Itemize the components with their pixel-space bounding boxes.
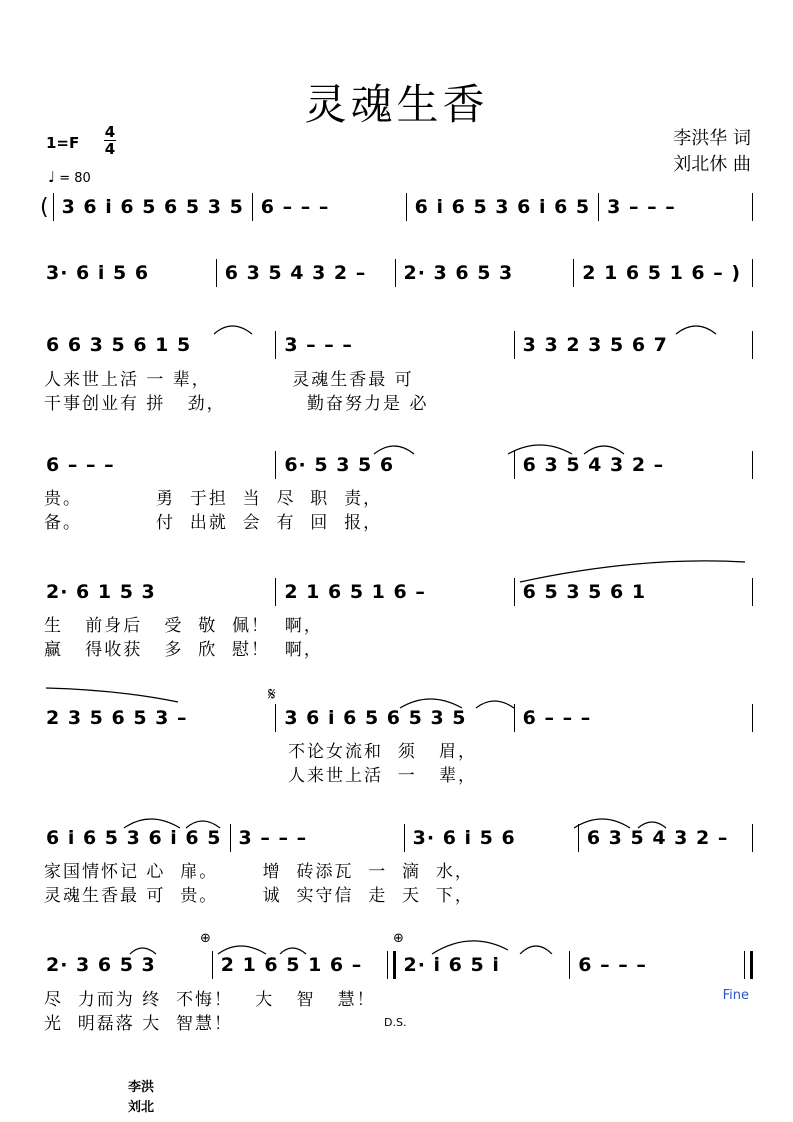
staff-row-3: [40, 330, 755, 360]
measure: 6 i 6 5 3 6 i 6 5: [414, 196, 591, 218]
barline: [752, 259, 753, 287]
intro-paren: (: [40, 194, 49, 220]
measure: 6 6 3 5 6 1 5: [46, 334, 192, 356]
barline: [252, 193, 253, 221]
measure: 6 3 5 4 3 2 –: [522, 454, 665, 476]
measure: 2· 6 1 5 3: [46, 581, 156, 603]
barline: [514, 578, 515, 606]
time-top: 4: [104, 123, 116, 141]
barline: [752, 193, 753, 221]
fine-mark: Fine: [722, 988, 749, 1003]
barline: [752, 824, 753, 852]
measure: 2 1 6 5 1 6 –: [284, 581, 426, 603]
key-signature: 1=F: [46, 134, 80, 152]
staff-row-7: [40, 823, 755, 853]
lyric-line: 赢 得收获 多 欣 慰！ 啊，: [44, 640, 323, 660]
lyric-line: 灵魂生香最 可 贵。 诚 实守信 走 天 下，: [44, 886, 474, 906]
lyric-line: 干事创业有 拼 劲， 勤奋努力是 必: [44, 394, 429, 414]
barline: [275, 704, 276, 732]
barline: [275, 451, 276, 479]
measure: 2· i 6 5 i: [403, 954, 500, 976]
barline: [598, 193, 599, 221]
lyric-line: 人来世上活 一 辈，: [288, 766, 478, 786]
barline: [406, 193, 407, 221]
measure: 3 – – –: [607, 196, 676, 218]
staff-row-1: [40, 192, 755, 222]
lyric-line: 人来世上活 一 辈， 灵魂生香最 可: [44, 370, 414, 390]
quarter-note-icon: ♩: [48, 168, 56, 186]
barline: [514, 704, 515, 732]
measure: 6 – – –: [260, 196, 330, 218]
measure: 3 – – –: [284, 334, 353, 356]
composer-credit: 刘北休 曲: [673, 154, 751, 175]
lyric-line: 贵。 勇 于担 当 尽 职 责，: [44, 489, 383, 509]
footer-text: 李洪: [128, 1080, 155, 1095]
segno-icon: 𝄋: [268, 684, 276, 705]
barline: [573, 259, 574, 287]
ds-mark: D.S.: [384, 1016, 407, 1029]
barline: [578, 824, 579, 852]
barline: [569, 951, 570, 979]
footer-text: 刘北: [128, 1100, 155, 1115]
time-bottom: 4: [104, 140, 116, 158]
barline: [752, 578, 753, 606]
measure: 6 3 5 4 3 2 –: [224, 262, 367, 284]
barline: [514, 451, 515, 479]
tempo-value: = 80: [59, 171, 91, 186]
measure: 2· 3 6 5 3: [403, 262, 514, 284]
barline: [752, 331, 753, 359]
barline: [275, 331, 276, 359]
staff-row-2: [40, 258, 755, 288]
barline: [216, 259, 217, 287]
final-barline: [744, 951, 753, 979]
measure: 3 – – –: [238, 827, 308, 849]
measure: 2 3 5 6 5 3 –: [46, 707, 188, 729]
measure: 2· 3 6 5 3: [46, 954, 156, 976]
barline: [275, 578, 276, 606]
measure: 6 i 6 5 3 6 i 6 5: [46, 827, 222, 849]
lyric-line: 光 明磊落 大 智慧！: [44, 1014, 234, 1034]
measure: 6 – – –: [522, 707, 592, 729]
lyric-line: 不论女流和 须 眉，: [288, 742, 478, 762]
barline: [395, 259, 396, 287]
measure: 3· 6 i 5 6: [412, 827, 516, 849]
tempo: [48, 168, 91, 186]
lyric-line: 家国情怀记 心 扉。 增 砖添瓦 一 滴 水，: [44, 862, 474, 882]
staff-row-5: [40, 577, 755, 607]
barline: [53, 193, 54, 221]
measure: 3· 6 i 5 6: [46, 262, 150, 284]
staff-row-4: [40, 450, 755, 480]
lyric-line: 生 前身后 受 敬 佩！ 啊，: [44, 616, 323, 636]
barline: [230, 824, 231, 852]
measure: 6 5 3 5 6 1: [522, 581, 647, 603]
staff-row-8: [40, 950, 755, 980]
measure: 6 – – –: [578, 954, 647, 976]
measure: 3 6 i 6 5 6 5 3 5: [284, 707, 467, 729]
measure: 6 3 5 4 3 2 –: [586, 827, 729, 849]
staff-row-6: [40, 703, 755, 733]
barline: [514, 331, 515, 359]
song-title: 灵魂生香: [304, 80, 489, 129]
barline: [404, 824, 405, 852]
coda-icon: ⊕: [200, 931, 211, 946]
measure: 3 6 i 6 5 6 5 3 5: [61, 196, 244, 218]
lyricist-credit: 李洪华 词: [673, 128, 751, 149]
repeat-barline: [387, 951, 396, 979]
measure: 6· 5 3 5 6: [284, 454, 395, 476]
lyric-line: 备。 付 出就 会 有 回 报，: [44, 513, 383, 533]
measure: 2 1 6 5 1 6 –: [220, 954, 363, 976]
coda-icon: ⊕: [393, 931, 404, 946]
time-signature: [104, 124, 116, 157]
measure: 3 3 2 3 5 6 7: [522, 334, 668, 356]
barline: [752, 704, 753, 732]
barline: [212, 951, 213, 979]
barline: [752, 451, 753, 479]
measure: 6 – – –: [46, 454, 115, 476]
lyric-line: 尽 力而为 终 不悔！ 大 智 慧！: [44, 990, 376, 1010]
measure: 2 1 6 5 1 6 – ): [582, 262, 742, 284]
